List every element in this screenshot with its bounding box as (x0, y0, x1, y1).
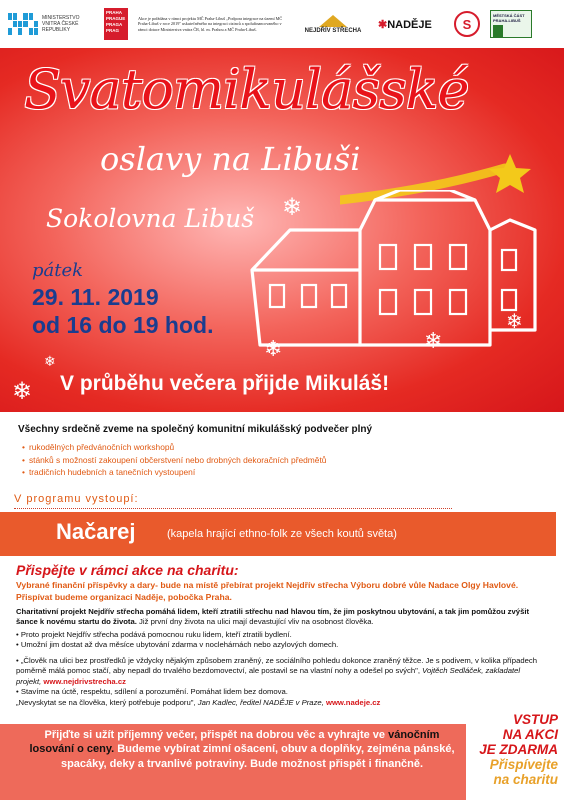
event-venue: Sokolovna Libuš (46, 204, 255, 233)
project-points (16, 630, 548, 651)
ministry-name: MINISTERSTVO VNITRA ČESKÉ REPUBLIKY (42, 15, 80, 33)
quotes (16, 656, 546, 708)
bottom-invitation: Přijďte si užít příjemný večer, přispět na dobrou věc a vyhrajte ve vánočním losování o ceny. Budeme vybírat zimní ošacení, obuv a doplňky, zejména pánské, spacáky, deky a trvanlivé potraviny. Bude možnost přispět i finančně. (29, 729, 455, 770)
shield-icon (493, 25, 503, 37)
event-day: pátek (32, 260, 84, 281)
event-date: 29. 11. 2019 (32, 284, 159, 310)
list-item: • Proto projekt Nejdřív střecha podává pomocnou ruku lidem, kteří ztratili bydlení. (16, 630, 548, 640)
snowflake-icon: ❄ (282, 194, 303, 221)
funding-note: Akce je pořádána v rámci projektu MČ Praha-Libuš „Podpora integrace na území MČ Praha-Libuš v roce 2019" uskutečněného na integraci cizinců a spolufinancovaného v rámci dotace Ministerstva vnitra ČR, hl. m. Prahou a MČ Praha-Libuš. (138, 15, 283, 32)
md-libus-logo: MĚSTSKÁ ČÁST PRAHA-LIBUŠ (490, 10, 532, 38)
star-icon: ✱ (378, 18, 388, 31)
link-nadeje[interactable]: www.nadeje.cz (323, 697, 381, 707)
ministry-logo (8, 13, 94, 35)
band-description: (kapela hrající ethno-folk ze všech koutů světa) (167, 528, 397, 540)
mikulas-headline: V průběhu večera přijde Mikuláš! (60, 372, 390, 395)
activities-list (22, 441, 326, 479)
list-item: • tradičních hudebních a tanečních vystoupení (22, 466, 326, 479)
event-time: od 16 do 19 hod. (32, 312, 214, 338)
ministry-mark-icon (8, 13, 38, 35)
free-entry-note: VSTUP NA AKCI JE ZDARMA Přispívejte na charitu (479, 712, 558, 787)
quote-item: • „Člověk na ulici bez prostředků je vždycky nějakým způsobem zraněný, ze sociálního pohledu dokonce zraněný těžce. Je s podivem, v kolika případech poměrně málá pomoc stačí, aby nepadl do trvalého bezdomovectví, ale postavil se na vlastní nohy a odešel po svých", Vojtěch Sedláček, zakladatel projekt, www.nejdrivstrecha.cz (16, 656, 546, 687)
snowflake-icon: ❄ (424, 328, 443, 353)
roof-icon (319, 15, 347, 27)
project-description: Charitativní projekt Nejdřív střecha pomáhá lidem, kteří ztratili střechu nad hlavou tím, že jim poskytnou ubytování, a tak jim pomůžou zvýšit šance k novému startu do života. Již první dny života na ulici mají devastující vliv na osobnost člověka. (16, 607, 530, 627)
sokol-logo: S (454, 11, 480, 37)
invitation-intro: Všechny srdečně zveme na společný komunitní mikulášský podvečer plný (18, 424, 373, 435)
list-item: • Umožní jim dostat až dva měsíce ubytování zdarma v noclehárnách nebo azylových domech. (16, 640, 548, 650)
praha-logo: PRAHA PRAGUE PRAGA PRAG (104, 8, 128, 40)
nejdriv-strecha-logo: NEJDŘÍV STŘECHA (298, 15, 368, 34)
link-nejdrivstrecha[interactable]: www.nejdrivstrecha.cz (41, 676, 126, 686)
event-title: Svatomikulášské (24, 58, 469, 121)
snowflake-icon: ❄ (264, 336, 283, 361)
snowflake-icon: ❄ (44, 353, 56, 369)
snowflake-icon: ❄ (12, 378, 33, 405)
charity-subtext: Vybrané finanční příspěvky a dary- bude na místě přebírat projekt Nejdřív střecha Výboru dobré vůle Nadace Olgy Havlové. Přispívat budeme organizaci Naděje, pobočka Praha. (16, 580, 519, 602)
nadeje-logo: ✱NADĚJE (378, 18, 432, 31)
program-label: V programu vystoupí: (14, 493, 452, 509)
header-logos (0, 0, 564, 48)
snowflake-icon: ❄ (506, 311, 523, 333)
list-item: • stánků s možností zakoupení občerstvení nebo drobných dekoračních předmětů (22, 454, 326, 467)
event-subtitle: oslavy na Libuši (100, 140, 361, 178)
band-name: Načarej (56, 519, 136, 544)
quote-item: • Stavíme na úctě, respektu, sdílení a porozumění. Pomáhat lidem bez domova. „Nevyskytat se na člověka, který potřebuje podporu", Jan Kadlec, ředitel NADĚJE v Praze, www.nadeje.cz (16, 687, 546, 708)
charity-heading: Přispějte v rámci akce na charitu: (16, 562, 239, 578)
list-item: • rukodělných předvánočních workshopů (22, 441, 326, 454)
